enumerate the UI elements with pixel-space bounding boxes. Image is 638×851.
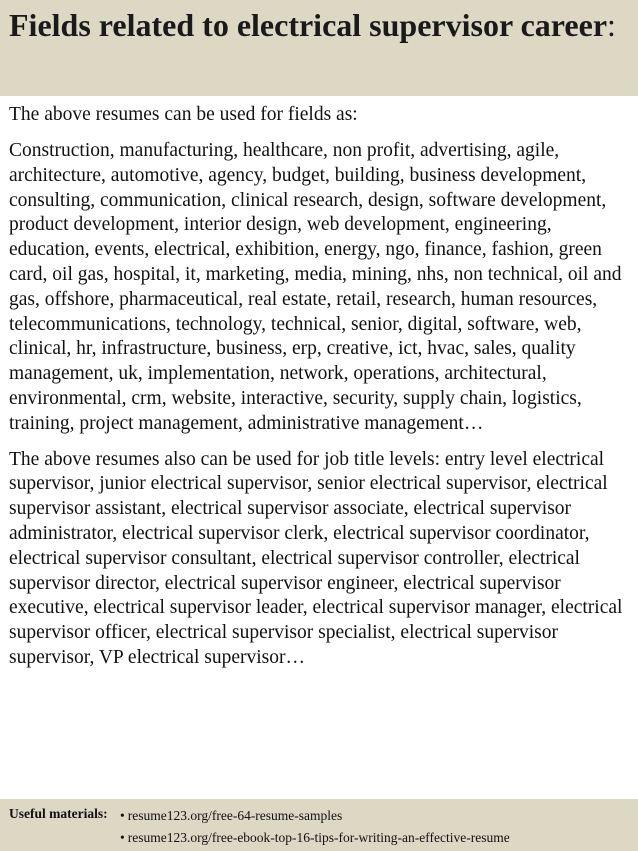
page-header — [0, 0, 638, 96]
useful-materials-item — [120, 827, 510, 849]
resource-link[interactable]: resume123.org/free-ebook-top-16-tips-for-writing-an-effective-resume — [127, 830, 510, 845]
useful-materials-label — [9, 805, 108, 822]
job-levels-paragraph: The above resumes also can be used for job title levels: entry level electrical supervisor, junior electrical supervisor, senior electrical supervisor, electrical supervisor assistant, electrical supervisor associate, electrical supervisor administrator, electrical supervisor clerk, electrical supervisor coordinator, electrical supervisor consultant, electrical supervisor controller, electrical supervisor director, electrical supervisor engineer, electrical supervisor executive, electrical supervisor leader, electrical supervisor manager, electrical supervisor officer, electrical supervisor specialist, electrical supervisor supervisor, VP electrical supervisor… — [9, 448, 623, 668]
main-content — [9, 102, 634, 671]
intro-text: The above resumes can be used for fields as: — [9, 104, 358, 125]
bullet-icon: • — [120, 808, 125, 823]
useful-materials-label-text: Useful materials — [9, 806, 104, 821]
fields-paragraph: Construction, manufacturing, healthcare, non profit, advertising, agile, architecture, automotive, agency, budget, building, business development, consulting, communication, clinical research, design, software development, product development, interior design, web development, engineering, education, events, electrical, exhibition, energy, ngo, finance, fashion, green card, oil gas, hospital, it, marketing, media, mining, nhs, non technical, oil and gas, offshore, pharmaceutical, real estate, retail, research, human resources, telecommunications, technology, technical, senior, digital, software, web, clinical, hr, infrastructure, business, erp, creative, ict, hvac, sales, quality management, uk, implementation, network, operations, architectural, environmental, crm, website, interactive, security, supply chain, logistics, training, project management, administrative management… — [9, 140, 622, 434]
useful-materials-list — [120, 805, 510, 849]
resource-link[interactable]: resume123.org/free-64-resume-samples — [127, 808, 343, 823]
useful-materials-label-colon: : — [103, 806, 108, 821]
page-footer — [0, 799, 638, 851]
useful-materials-item — [120, 805, 510, 827]
bullet-icon: • — [120, 830, 125, 845]
page-title-colon: : — [607, 7, 616, 43]
page-title-text: Fields related to electrical supervisor career — [9, 7, 608, 43]
page-title — [9, 4, 629, 47]
